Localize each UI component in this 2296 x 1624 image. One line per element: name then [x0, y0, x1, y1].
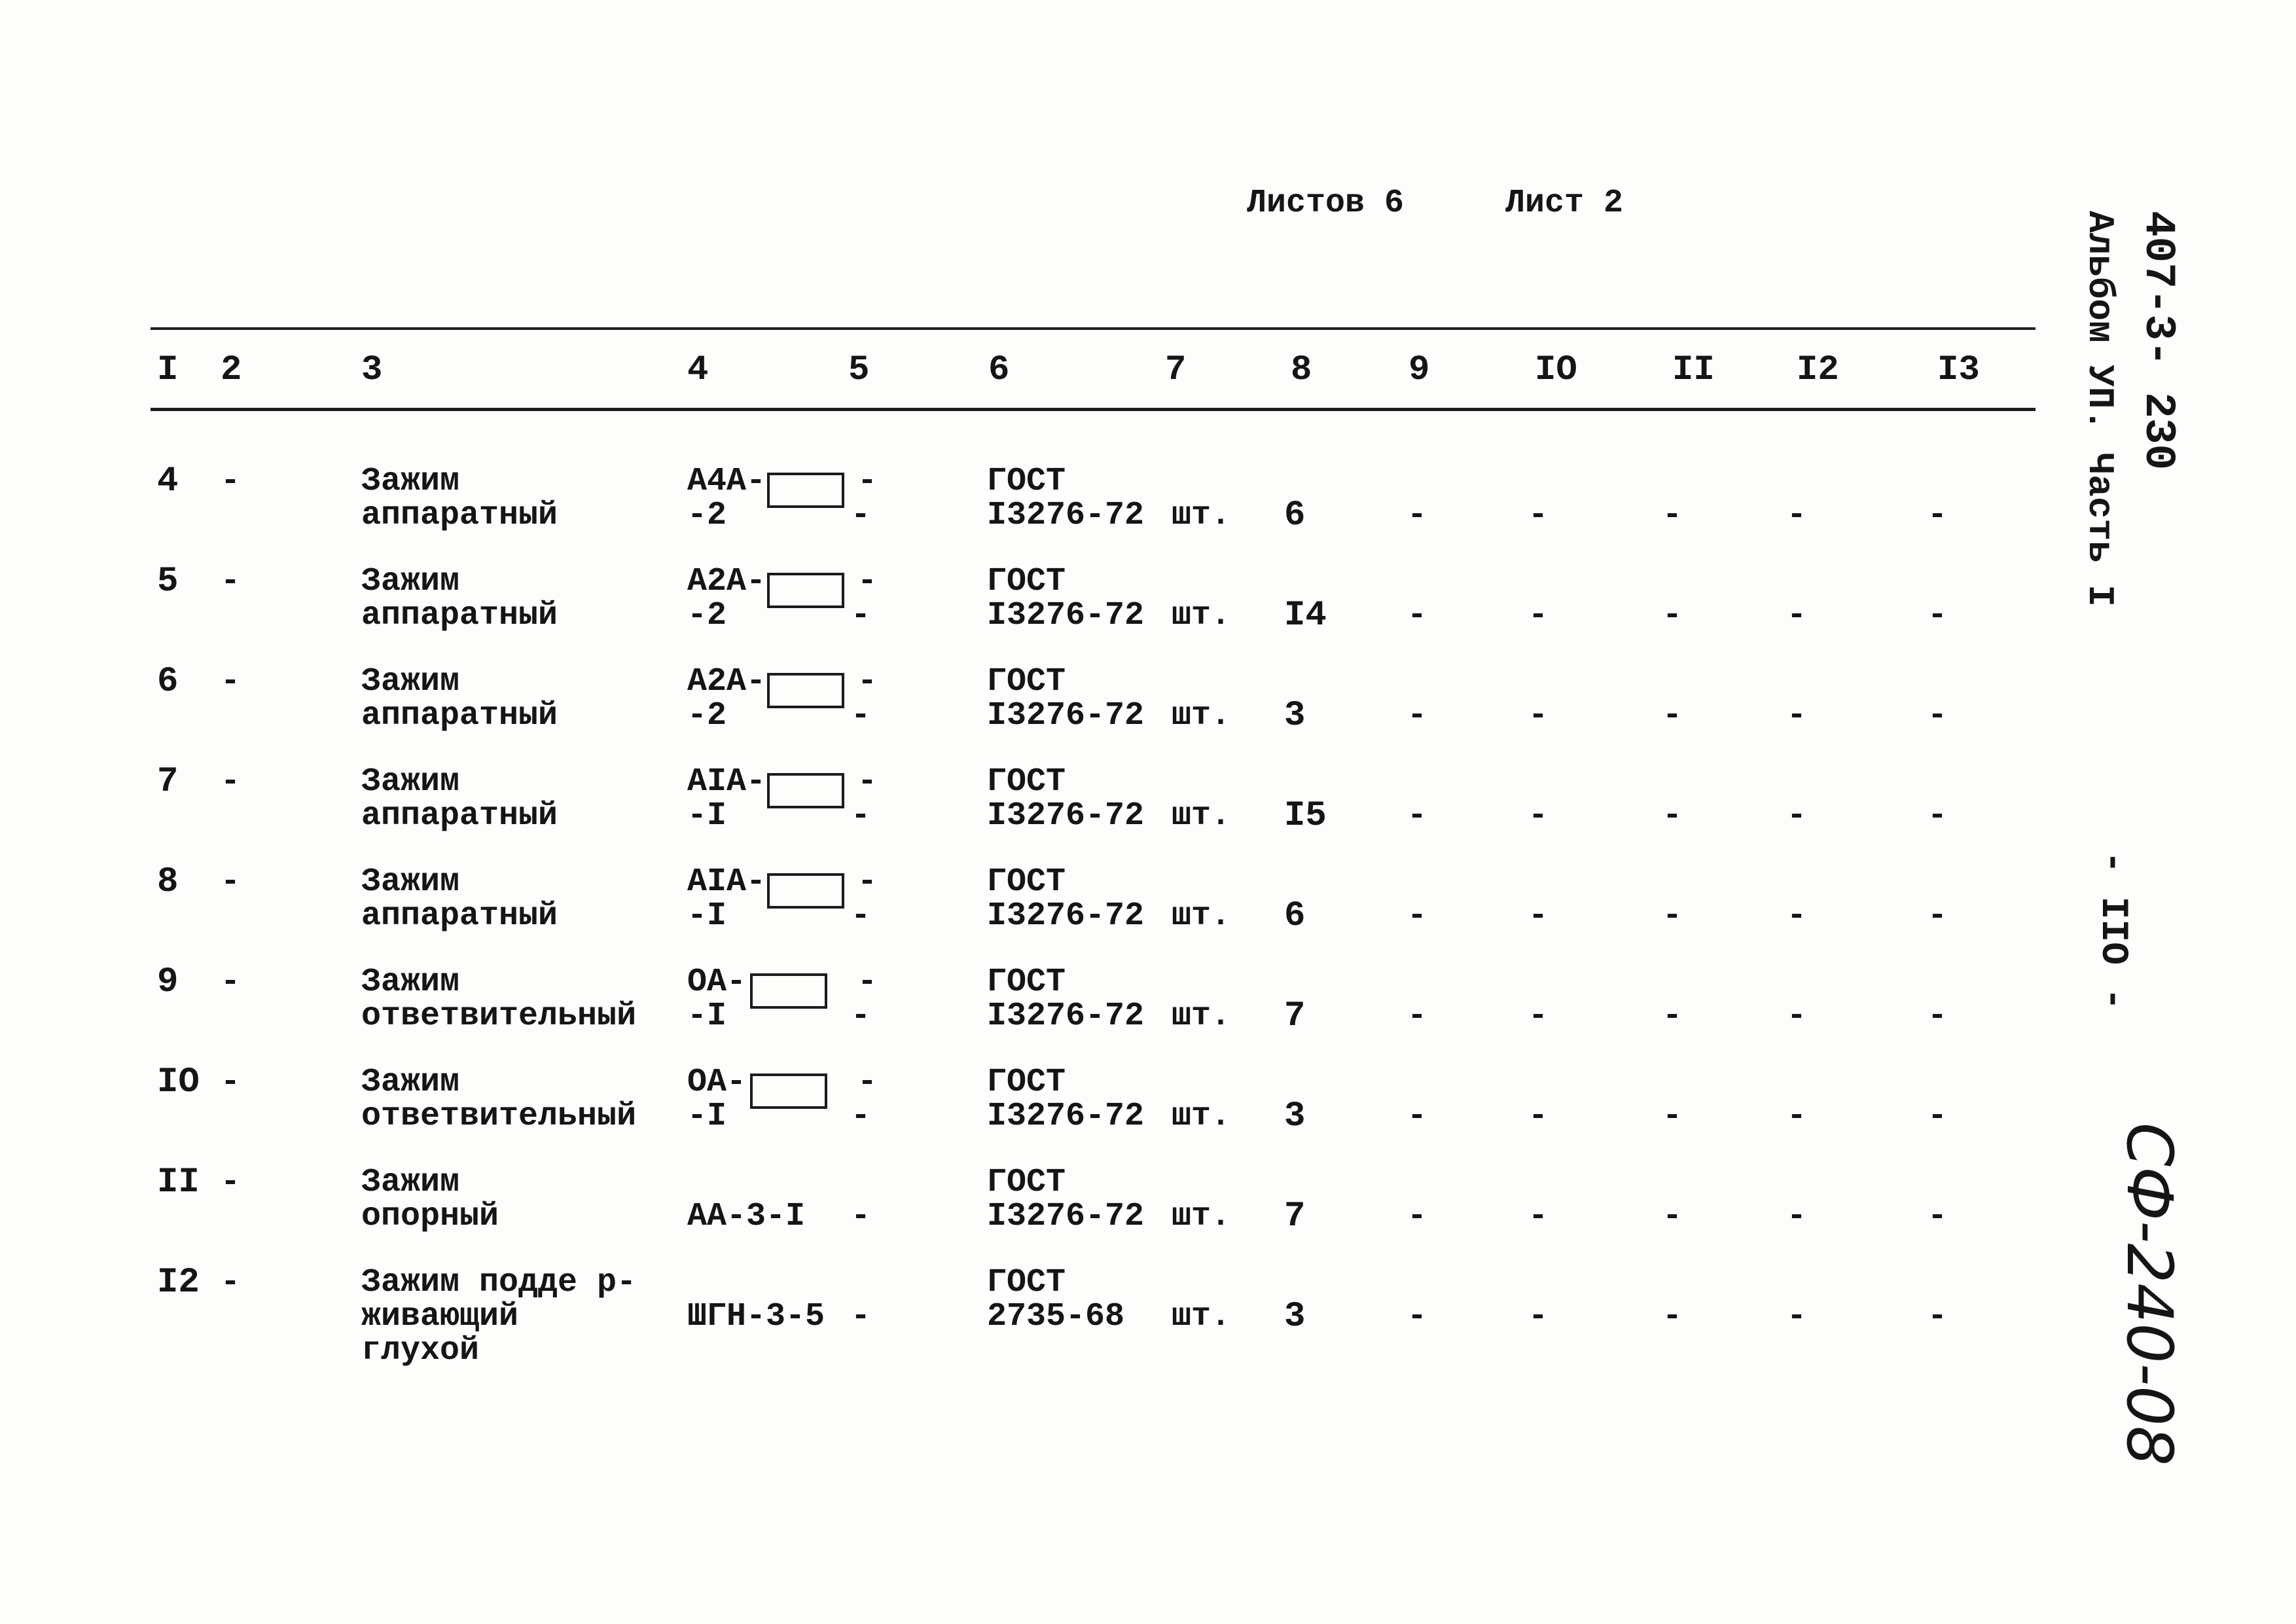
- mark-blank-box: [750, 1074, 827, 1109]
- item-mark-line-2: ШГН-3-5: [687, 1298, 825, 1335]
- row-number: 6: [157, 662, 179, 702]
- mark-blank-box: [767, 773, 844, 808]
- stamp-document-code: СФ-240-08: [2113, 1123, 2186, 1466]
- column-12-value: -: [1787, 897, 1807, 935]
- column-13-value: -: [1928, 597, 1948, 634]
- table-row: [0, 1263, 2094, 1369]
- standard-reference: [987, 765, 1144, 833]
- standard-name: ГОСТ: [987, 763, 1066, 801]
- item-name-line-1: Зажим: [361, 663, 460, 700]
- column-header-12: I2: [1797, 350, 1839, 390]
- column-9-value: -: [1407, 597, 1427, 634]
- row-number: 7: [157, 762, 179, 802]
- unit-of-measure: шт.: [1172, 497, 1231, 534]
- column-10-value: -: [1528, 1198, 1549, 1235]
- row-number: 5: [157, 562, 179, 602]
- item-name-line-2: опорный: [361, 1198, 499, 1235]
- column-13-value: -: [1928, 897, 1948, 935]
- item-name: [361, 865, 558, 933]
- standard-name: ГОСТ: [987, 1064, 1066, 1101]
- column-header-7: 7: [1165, 350, 1187, 390]
- column-11-value: -: [1662, 1298, 1683, 1335]
- column-12-value: -: [1787, 497, 1807, 534]
- item-name-line-2: ответвительный: [361, 1098, 637, 1135]
- standard-name: ГОСТ: [987, 863, 1066, 901]
- item-mark-line-2: -I: [687, 1098, 727, 1135]
- column-5-value: -: [851, 897, 871, 935]
- column-13-value: -: [1928, 797, 1948, 835]
- table-row: [0, 662, 2094, 765]
- table-row: [0, 762, 2094, 865]
- column-10-value: -: [1528, 998, 1549, 1035]
- column-10-value: -: [1528, 797, 1549, 835]
- column-5-value: -: [851, 1198, 871, 1235]
- item-mark-line-1: A2A-: [687, 563, 766, 600]
- column-9-value: -: [1407, 797, 1427, 835]
- column-header-6: 6: [988, 350, 1010, 390]
- standard-number: I3276-72: [987, 597, 1145, 634]
- column-9-value: -: [1407, 998, 1427, 1035]
- column-header-9: 9: [1408, 350, 1430, 390]
- quantity: I5: [1284, 796, 1327, 836]
- column-11-value: -: [1662, 897, 1683, 935]
- table-row: [0, 1062, 2094, 1166]
- item-mark: [687, 565, 766, 633]
- unit-of-measure: шт.: [1172, 797, 1231, 835]
- item-name: [361, 1066, 636, 1134]
- stamp-project-code: 407-3- 230: [2134, 211, 2183, 471]
- item-name-line-2: аппаратный: [361, 597, 558, 634]
- column-11-value: -: [1662, 1198, 1683, 1235]
- column-2-value: -: [221, 1264, 241, 1301]
- item-mark-line-2: -I: [687, 897, 727, 935]
- row-number: 9: [157, 962, 179, 1002]
- item-name: [361, 965, 636, 1034]
- column-header-4: 4: [687, 350, 709, 390]
- item-name-line-2: аппаратный: [361, 497, 558, 534]
- item-mark-line-1: [687, 1264, 707, 1301]
- unit-of-measure: шт.: [1172, 1298, 1231, 1335]
- table-header-rule: [151, 408, 2036, 411]
- column-5-value-top: -: [857, 863, 878, 901]
- column-12-value: -: [1787, 697, 1807, 734]
- column-12-value: -: [1787, 1298, 1807, 1335]
- item-name-line-3: глухой: [361, 1332, 480, 1369]
- item-mark: [687, 1266, 825, 1334]
- column-5-value: -: [851, 1298, 871, 1335]
- stamp-album-label: Альбом УП. Часть I: [2079, 211, 2121, 607]
- item-name-line-2: ответвительный: [361, 998, 637, 1035]
- row-number: I2: [157, 1263, 200, 1303]
- table-row: [0, 562, 2094, 665]
- column-10-value: -: [1528, 497, 1549, 534]
- column-11-value: -: [1662, 998, 1683, 1035]
- column-5-value: -: [851, 998, 871, 1035]
- column-2-value: -: [221, 1064, 241, 1101]
- item-mark: [687, 1066, 746, 1134]
- column-11-value: -: [1662, 1098, 1683, 1135]
- column-header-8: 8: [1291, 350, 1312, 390]
- column-9-value: -: [1407, 897, 1427, 935]
- item-mark: [687, 465, 766, 533]
- standard-number: I3276-72: [987, 797, 1145, 835]
- item-mark: [687, 765, 766, 833]
- quantity: 6: [1284, 896, 1306, 936]
- unit-of-measure: шт.: [1172, 597, 1231, 634]
- column-header-10: IO: [1535, 350, 1577, 390]
- item-name-line-2: живающий: [361, 1298, 519, 1335]
- column-13-value: -: [1928, 697, 1948, 734]
- column-5-value: -: [851, 597, 871, 634]
- table-row: [0, 862, 2094, 965]
- standard-reference: [987, 665, 1144, 733]
- standard-reference: [987, 865, 1144, 933]
- column-11-value: -: [1662, 497, 1683, 534]
- item-name: [361, 765, 558, 833]
- item-mark: [687, 1166, 805, 1234]
- unit-of-measure: шт.: [1172, 1198, 1231, 1235]
- quantity: 7: [1284, 996, 1306, 1036]
- item-mark-line-2: -2: [687, 597, 727, 634]
- item-name: [361, 465, 558, 533]
- column-2-value: -: [221, 563, 241, 600]
- standard-number: I3276-72: [987, 1198, 1145, 1235]
- column-12-value: -: [1787, 597, 1807, 634]
- quantity: 3: [1284, 1096, 1306, 1136]
- column-12-value: -: [1787, 797, 1807, 835]
- column-2-value: -: [221, 763, 241, 801]
- table-row: [0, 962, 2094, 1066]
- item-mark-line-1: AIA-: [687, 763, 766, 801]
- column-2-value: -: [221, 663, 241, 700]
- column-13-value: -: [1928, 998, 1948, 1035]
- item-mark: [687, 665, 766, 733]
- item-name-line-1: Зажим: [361, 964, 460, 1001]
- standard-number: I3276-72: [987, 697, 1145, 734]
- column-13-value: -: [1928, 1198, 1948, 1235]
- column-header-1: I: [157, 350, 179, 390]
- column-header-5: 5: [848, 350, 870, 390]
- unit-of-measure: шт.: [1172, 1098, 1231, 1135]
- standard-number: I3276-72: [987, 897, 1145, 935]
- item-name-line-1: Зажим подде р-: [361, 1264, 637, 1301]
- row-number: 8: [157, 862, 179, 902]
- column-5-value-top: -: [857, 663, 878, 700]
- column-2-value: -: [221, 964, 241, 1001]
- item-name-line-2: аппаратный: [361, 697, 558, 734]
- item-mark-line-2: АА-3-I: [687, 1198, 806, 1235]
- column-5-value-top: -: [857, 463, 878, 500]
- column-10-value: -: [1528, 1098, 1549, 1135]
- standard-name: ГОСТ: [987, 1264, 1066, 1301]
- standard-number: I3276-72: [987, 998, 1145, 1035]
- column-10-value: -: [1528, 1298, 1549, 1335]
- item-mark-line-2: -I: [687, 797, 727, 835]
- column-5-value: -: [851, 497, 871, 534]
- column-13-value: -: [1928, 1098, 1948, 1135]
- column-12-value: -: [1787, 998, 1807, 1035]
- unit-of-measure: шт.: [1172, 897, 1231, 935]
- column-header-11: II: [1672, 350, 1715, 390]
- column-11-value: -: [1662, 797, 1683, 835]
- quantity: I4: [1284, 596, 1327, 636]
- mark-blank-box: [767, 673, 844, 708]
- item-name-line-1: Зажим: [361, 763, 460, 801]
- item-mark-line-1: OA-: [687, 1064, 747, 1101]
- column-5-value-top: -: [857, 763, 878, 801]
- column-11-value: -: [1662, 697, 1683, 734]
- column-10-value: -: [1528, 697, 1549, 734]
- column-header-2: 2: [221, 350, 242, 390]
- standard-reference: [987, 1266, 1124, 1334]
- table-top-rule: [151, 327, 2036, 330]
- item-mark-line-2: -2: [687, 497, 727, 534]
- quantity: 3: [1284, 696, 1306, 736]
- unit-of-measure: шт.: [1172, 697, 1231, 734]
- stamp-page-number: - IIO -: [2091, 851, 2134, 1011]
- unit-of-measure: шт.: [1172, 998, 1231, 1035]
- item-mark: [687, 965, 746, 1034]
- column-5-value: -: [851, 797, 871, 835]
- mark-blank-box: [767, 573, 844, 608]
- item-name-line-1: Зажим: [361, 1064, 460, 1101]
- item-mark: [687, 865, 766, 933]
- column-5-value-top: -: [857, 1064, 878, 1101]
- item-name-line-1: Зажим: [361, 1164, 460, 1201]
- mark-blank-box: [767, 473, 844, 508]
- item-mark-line-2: -I: [687, 998, 727, 1035]
- sheets-total-label: Листов 6: [1247, 185, 1405, 222]
- item-mark-line-1: AIA-: [687, 863, 766, 901]
- item-name-line-1: Зажим: [361, 563, 460, 600]
- item-name-line-2: аппаратный: [361, 797, 558, 835]
- column-5-value: -: [851, 697, 871, 734]
- standard-number: 2735-68: [987, 1298, 1125, 1335]
- mark-blank-box: [767, 873, 844, 909]
- standard-name: ГОСТ: [987, 563, 1066, 600]
- quantity: 7: [1284, 1197, 1306, 1236]
- item-name: [361, 565, 558, 633]
- sheet-number-label: Лист 2: [1505, 185, 1624, 222]
- standard-reference: [987, 1166, 1144, 1234]
- item-name-line-1: Зажим: [361, 463, 460, 500]
- table-row: [0, 461, 2094, 565]
- row-number: 4: [157, 461, 179, 501]
- item-mark-line-2: -2: [687, 697, 727, 734]
- column-header-3: 3: [361, 350, 383, 390]
- item-mark-line-1: A4A-: [687, 463, 766, 500]
- standard-name: ГОСТ: [987, 964, 1066, 1001]
- column-9-value: -: [1407, 697, 1427, 734]
- quantity: 6: [1284, 496, 1306, 535]
- item-mark-line-1: OA-: [687, 964, 747, 1001]
- column-12-value: -: [1787, 1198, 1807, 1235]
- column-5-value-top: -: [857, 563, 878, 600]
- table-row: [0, 1163, 2094, 1266]
- standard-name: ГОСТ: [987, 663, 1066, 700]
- column-12-value: -: [1787, 1098, 1807, 1135]
- column-10-value: -: [1528, 597, 1549, 634]
- column-2-value: -: [221, 463, 241, 500]
- standard-reference: [987, 1066, 1144, 1134]
- row-number: IO: [157, 1062, 200, 1102]
- standard-name: ГОСТ: [987, 463, 1066, 500]
- item-name: [361, 665, 558, 733]
- column-9-value: -: [1407, 1198, 1427, 1235]
- column-5-value: -: [851, 1098, 871, 1135]
- standard-reference: [987, 465, 1144, 533]
- standard-name: ГОСТ: [987, 1164, 1066, 1201]
- column-5-value-top: -: [857, 964, 878, 1001]
- quantity: 3: [1284, 1297, 1306, 1337]
- column-9-value: -: [1407, 1098, 1427, 1135]
- item-name: [361, 1266, 636, 1368]
- column-9-value: -: [1407, 497, 1427, 534]
- mark-blank-box: [750, 973, 827, 1009]
- column-10-value: -: [1528, 897, 1549, 935]
- item-name-line-1: Зажим: [361, 863, 460, 901]
- standard-reference: [987, 965, 1144, 1034]
- column-9-value: -: [1407, 1298, 1427, 1335]
- item-name-line-2: аппаратный: [361, 897, 558, 935]
- column-11-value: -: [1662, 597, 1683, 634]
- row-number: II: [157, 1163, 200, 1202]
- item-mark-line-1: [687, 1164, 707, 1201]
- column-13-value: -: [1928, 1298, 1948, 1335]
- item-name: [361, 1166, 499, 1234]
- column-13-value: -: [1928, 497, 1948, 534]
- column-2-value: -: [221, 1164, 241, 1201]
- item-mark-line-1: A2A-: [687, 663, 766, 700]
- standard-number: I3276-72: [987, 497, 1145, 534]
- standard-number: I3276-72: [987, 1098, 1145, 1135]
- column-2-value: -: [221, 863, 241, 901]
- standard-reference: [987, 565, 1144, 633]
- column-header-13: I3: [1937, 350, 1980, 390]
